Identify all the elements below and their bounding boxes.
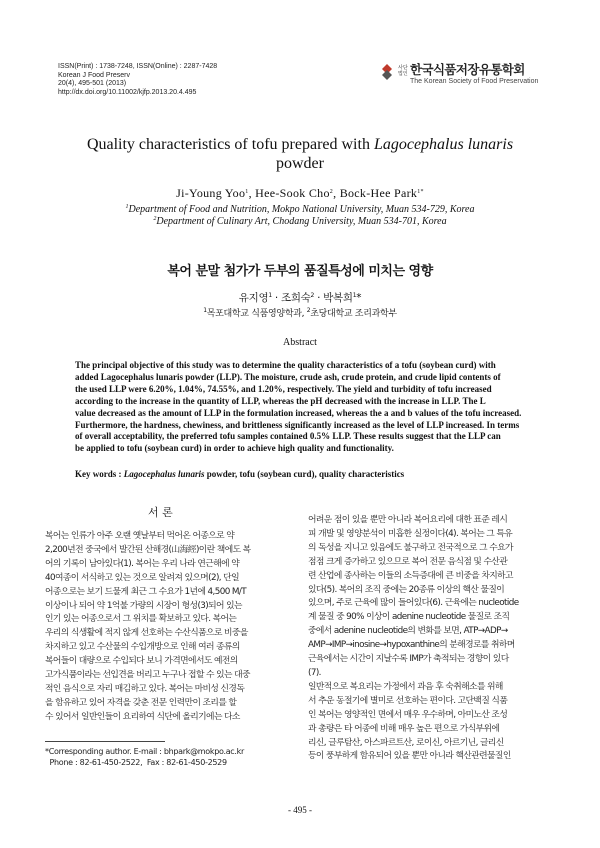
body-line: 을 함유하고 있어 자격을 갖춘 전문 인력만이 조리를 할 [45,697,237,708]
society-logo [380,63,538,86]
abstract-line: be applied to tofu (soybean curd) in order to achieve high quality and functionality. [75,443,394,454]
volume-line: 20(4), 495-501 (2013) [58,80,127,88]
author-sup: 2 [310,292,315,299]
author-name: 조희숙 [280,292,311,304]
body-line: 수 있어서 일반인들이 요리하여 식단에 올리기에는 다소 [45,711,240,722]
paper-title [40,135,560,173]
doi-line[interactable]: http://dx.doi.org/10.11002/kjfp.2013.20.4.495 [58,88,197,96]
keywords-label: Key words : [75,469,124,479]
body-line: 어려운 점이 있을 뿐만 아니라 복어요리에 대한 표준 레시 [308,515,508,525]
footnote-email: *Corresponding author. E-mail : bhpark@mokpo.ac.kr [45,747,244,756]
society-name-korean: 한국식품저장유통학회 [410,62,525,77]
abstract-line: of overall acceptability, the preferred tofu samples contained 0.5% LLP. These results suggest that the LLP can [75,431,501,442]
author-separator: · [271,292,281,304]
author-separator: , [333,186,340,200]
corresponding-mark: * [356,292,362,304]
body-line: 있다(5). 복어의 조직 중에는 20종류 이상의 핵산 물질이 [308,584,505,595]
body-line: 중에서 adenine nucleotide의 변화를 보면, ATP→ADP→ [308,626,508,637]
korean-title: 복어 분말 첨가가 두부의 품질특성에 미치는 영향 [167,264,433,279]
body-line: 일반적으로 복요리는 가정에서 과음 후 숙취해소를 위해 [308,681,503,692]
affiliation-sup: 2 [153,216,157,222]
author-sup: 1* [417,189,424,195]
abstract-line: value decreased as the amount of LLP in the formulation increased, whereas the a and b values of the tofu increased. [75,407,522,418]
abstract-body [75,360,535,455]
abstract-line: Furthermore, the hardness, chewiness, and brittleness significantly increased as the level of LLP increased. In terms [75,419,520,430]
body-line: 등이 풍부하게 함유되어 있을 뿐만 아니라 핵산관련물질인 [308,751,511,762]
society-name-english: The Korean Society of Food Preservation [410,78,539,85]
korean-affiliations [40,306,560,319]
author-sup: 1 [352,292,357,299]
body-line: 련 산업에 종사하는 이들의 소득증대에 큰 비중을 차지하고 [308,570,513,581]
journal-name-line: Korean J Food Preserv [58,71,130,79]
affiliation-text: Department of Food and Nutrition, Mokpo National University, Muan 534-729, Korea [128,204,475,215]
keywords-rest: powder, tofu (soybean curd), quality characteristics [204,469,405,479]
author-name: Bock-Hee Park [339,186,418,200]
title-line1: Quality characteristics of tofu prepared with [86,136,374,153]
author-name: 유지영 [238,292,269,304]
author-sup: 1 [268,292,272,299]
affiliation-sup: 2 [306,307,311,314]
author-name: 박복희 [323,292,353,304]
body-line: 우리의 식생활에 적지 않게 선호하는 수산식품으로 비중을 [45,628,248,639]
author-list [40,186,560,201]
title-line2: powder [276,155,324,172]
body-line: 피 개발 및 영양분석이 미흡한 실정이다(4). 복어는 그 특유 [308,528,513,539]
abstract-line: according to the increase in the quantity of LLP, whereas the pH decreased with the increase in LLP. The L [75,395,486,406]
author-name: Hee-Sook Cho [255,186,330,200]
body-line: 차지하고 있고 수산물의 수입개방으로 인해 여러 종류의 [45,642,240,653]
right-column [308,514,560,764]
keywords [75,469,404,479]
body-line: 인 복어는 영양적인 면에서 매우 우수하며, 아미노산 조성 [308,709,508,720]
abstract-line: added Lagocephalus lunaris powder (LLP). The moisture, crude ash, crude protein, and crude lipid contents of [75,371,501,382]
body-line: 계 물질 중 90% 이상이 adenine nucleotide 물질로 조직 [308,612,510,623]
body-line: 리신, 글루탐산, 아스파르트산, 로이신, 아르기닌, 글리신 [308,737,504,748]
body-line: 40여종이 서식하고 있는 것으로 알려져 있으며(2), 단일 [45,572,239,583]
affiliation-text: Department of Culinary Art, Chodang University, Muan 534-701, Korea [156,216,447,227]
body-line: 고가식품이라는 선입견을 버리고 누구나 접할 수 있는 대중 [45,670,250,681]
society-badge: 사단법인 [398,65,408,77]
body-line: 어종으로는 보기 드물게 최근 그 수요가 1년에 4,500 M/T [45,586,247,597]
affiliation-sup: 1 [203,307,207,314]
journal-info [58,63,217,97]
left-column [45,530,297,725]
author-name: Ji-Young Yoo [176,186,246,200]
abstract-line: the used LLP were 6.20%, 1.04%, 74.55%, and 1.20%, respectively. The yield and turbidity of tofu increased [75,383,492,394]
body-line: AMP→IMP→inosine→hypoxanthine의 분해경로를 취하며 [308,640,515,651]
abstract-line: The principal objective of this study was to determine the quality characteristics of a tofu (soybean curd) with [75,360,496,370]
korean-author-list [40,290,560,305]
body-line: 과 총량은 타 어종에 비해 매우 높은 편으로 가식부위에 [308,723,500,734]
body-line: 서 추운 동절기에 별미로 선호하는 편이다. 고단백질 식품 [308,695,508,706]
body-line: 복어들이 대량으로 수입되다 보니 가격면에서도 예전의 [45,656,238,667]
section-heading-introduction: 서 론 [148,506,173,519]
affiliation-text: 목포대학교 식품영양학과, [206,309,307,319]
footnote-phone: Phone : 82-61-450-2522, Fax : 82-61-450-2529 [45,758,227,767]
body-line: 인기 있는 어종으로서 그 위치를 확보하고 있다. 복어는 [45,614,237,625]
body-line: (7). [308,667,321,678]
issn-line: ISSN(Print) : 1738-7248, ISSN(Online) : 2287-7428 [58,63,218,70]
affiliation-sup: 1 [125,204,129,210]
body-line: 있으며, 주로 근육에 많이 들어있다(6). 근육에는 nucleotide [308,598,519,609]
society-emblem-icon [380,63,394,81]
affiliation-2 [30,216,570,227]
body-line: 근육에서는 시간이 지날수록 IMP가 축적되는 경향이 있다 [308,654,509,665]
body-line: 2,200년전 중국에서 발간된 산해경(山海經)이란 책에도 복 [45,544,251,555]
keyword-species: Lagocephalus lunaris [123,469,205,479]
body-line: 적인 음식으로 자리 매김하고 있다. 복어는 마비성 신경독 [45,683,245,694]
author-separator: , [248,186,256,200]
page-number: - 495 - [288,805,312,815]
author-separator: · [314,292,324,304]
affiliation-1 [30,204,570,215]
body-line: 어의 기록이 남아있다(1). 복어는 우리 나라 연근해에 약 [45,558,240,569]
author-sup: 2 [329,189,334,195]
author-sup: 1 [245,189,249,195]
body-line: 점점 크게 증가하고 있으므로 복어 전문 음식점 및 수산관 [308,556,508,567]
abstract-heading: Abstract [283,337,317,348]
title-species: Lagocephalus lunaris [373,136,514,153]
footnote-rule [45,741,165,742]
affiliation-text: 초당대학교 조리과학부 [310,309,397,319]
footnote [45,746,244,768]
body-line: 복어는 인류가 아주 오랜 옛날부터 먹어온 어종으로 약 [45,531,235,541]
body-line: 의 독성을 지니고 있음에도 불구하고 전국적으로 그 수요가 [308,542,513,553]
body-line: 이상이나 되어 약 1억불 가량의 시장이 형성(3)되어 있는 [45,600,242,611]
